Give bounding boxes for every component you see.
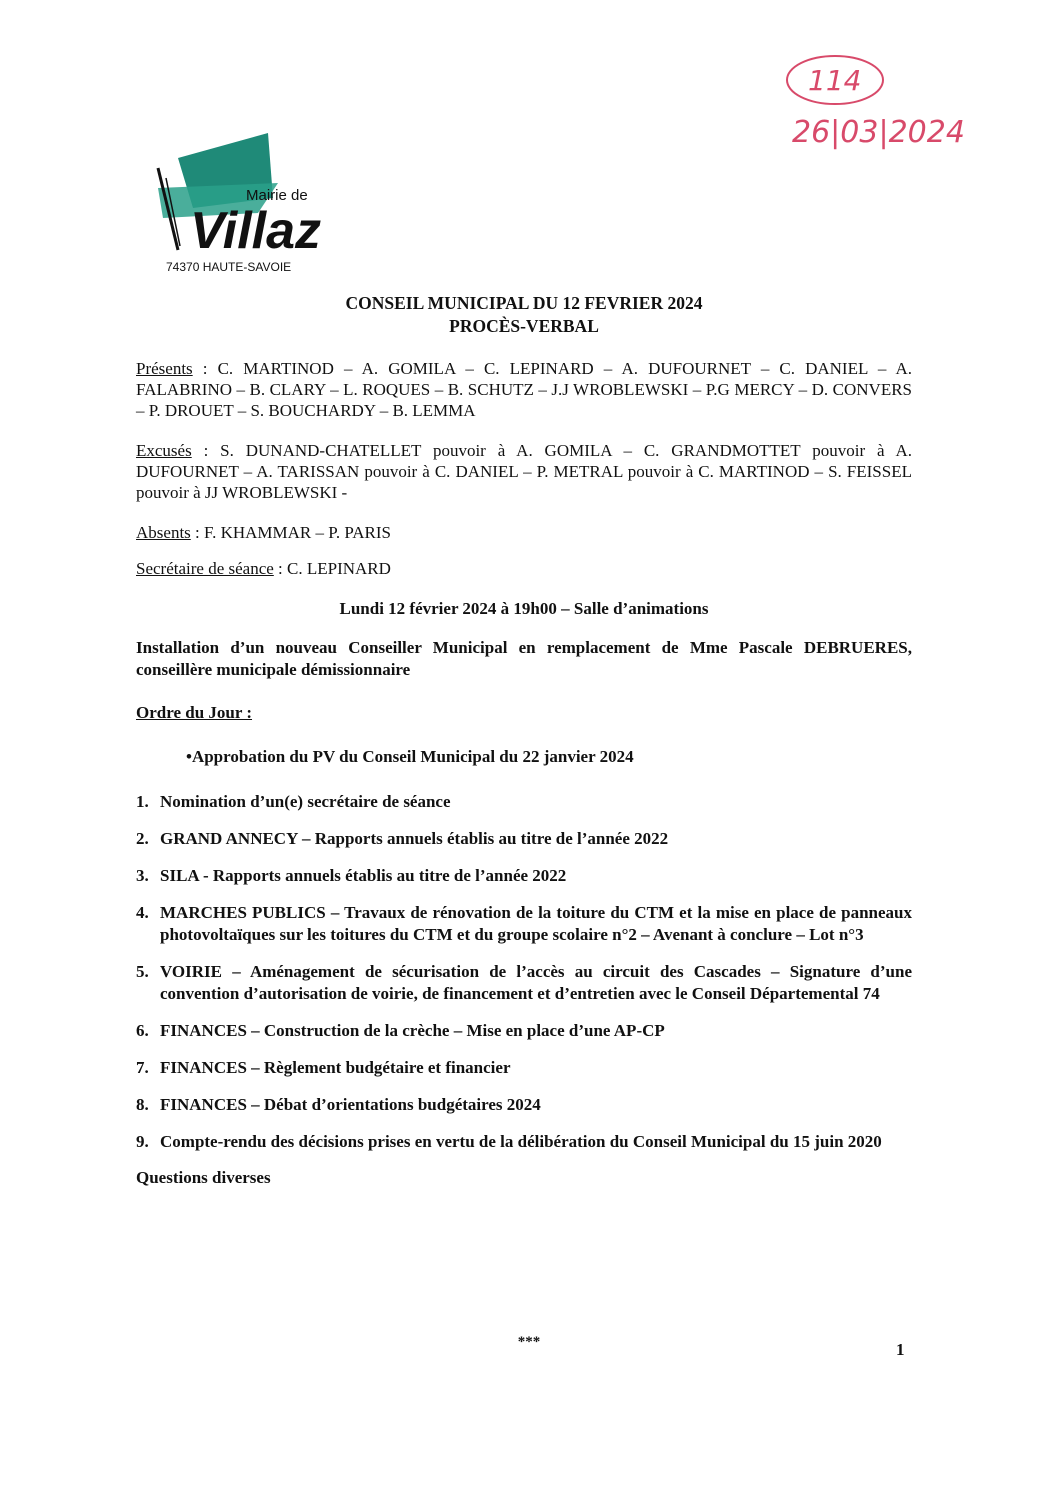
svg-text:74370 HAUTE-SAVOIE: 74370 HAUTE-SAVOIE (166, 260, 292, 274)
agenda-item (136, 1020, 912, 1042)
agenda-heading: Ordre du Jour : (136, 703, 253, 722)
presents-paragraph (136, 358, 912, 421)
session-line: Lundi 12 février 2024 à 19h00 – Salle d’animations (339, 599, 709, 618)
agenda-item (136, 902, 912, 946)
questions-diverses: Questions diverses (136, 1168, 271, 1187)
secretaire-text: : C. LEPINARD (273, 559, 391, 578)
agenda-bullet-text: Approbation du PV du Conseil Municipal du 22 janvier 2024 (191, 747, 634, 766)
excuses-paragraph (136, 440, 912, 503)
absents-paragraph (136, 522, 912, 543)
agenda-item-text: Compte-rendu des décisions prises en vertu de la délibération du Conseil Municipal du 15 juin 2020 (160, 1132, 882, 1151)
installation-paragraph: Installation d’un nouveau Conseiller Municipal en remplacement de Mme Pascale DEBRUERES, conseillère municipale démissionnaire (136, 638, 912, 679)
villaz-logo (138, 128, 338, 278)
agenda-item-text: MARCHES PUBLICS – Travaux de rénovation de la toiture du CTM et la mise en place de panneaux photovoltaïques sur les toitures du CTM et du groupe scolaire n°2 – Avenant à conclure – Lot n°3 (160, 903, 912, 944)
svg-text:Mairie de: Mairie de (246, 187, 308, 204)
excuses-text: : S. DUNAND-CHATELLET pouvoir à A. GOMILA – C. GRANDMOTTET pouvoir à A. DUFOURNET – A. TARISSAN pouvoir à C. DANIEL – P. METRAL pouvoir à C. MARTINOD – S. FEISSEL pouvoir à JJ WROBLEWSKI - (136, 441, 912, 502)
agenda-item-number: 3. (136, 866, 149, 885)
document-title (136, 292, 912, 338)
absents-text: : F. KHAMMAR – P. PARIS (190, 523, 391, 542)
agenda-item-text: VOIRIE – Aménagement de sécurisation de l’accès au circuit des Cascades – Signature d’une convention d’autorisation de voirie, de financement et d’entretien avec le Conseil Départemental 74 (160, 962, 912, 1003)
agenda-item (136, 1057, 912, 1079)
agenda-item-number: 1. (136, 792, 149, 811)
agenda-item (136, 865, 912, 887)
separator: *** (517, 1334, 541, 1350)
agenda-item-number: 8. (136, 1095, 149, 1114)
absents-label: Absents (136, 523, 191, 542)
agenda-item-text: GRAND ANNECY – Rapports annuels établis au titre de l’année 2022 (160, 829, 669, 848)
title-line-2: PROCÈS-VERBAL (449, 316, 599, 336)
agenda-bullet-item: •Approbation du PV du Conseil Municipal du 22 janvier 2024 (186, 747, 634, 766)
svg-text:26|03|2024: 26|03|2024 (792, 115, 965, 150)
agenda-item-number: 9. (136, 1132, 149, 1151)
agenda-item-text: FINANCES – Règlement budgétaire et financier (160, 1058, 511, 1077)
agenda-item (136, 1094, 912, 1116)
agenda-item-text: FINANCES – Débat d’orientations budgétaires 2024 (160, 1095, 541, 1114)
svg-text:114: 114 (808, 64, 862, 97)
presents-label: Présents (136, 359, 193, 378)
svg-text:Villaz: Villaz (190, 202, 322, 260)
agenda-item-number: 5. (136, 962, 149, 981)
agenda-item-number: 2. (136, 829, 149, 848)
agenda-item-number: 6. (136, 1021, 149, 1040)
agenda-item (136, 828, 912, 850)
agenda-item-text: SILA - Rapports annuels établis au titre de l’année 2022 (160, 866, 567, 885)
page-number: 1 (896, 1340, 905, 1359)
secretaire-label: Secrétaire de séance (136, 559, 274, 578)
agenda-item-number: 7. (136, 1058, 149, 1077)
secretaire-paragraph (136, 558, 912, 579)
excuses-label: Excusés (136, 441, 192, 460)
agenda-item (136, 1131, 912, 1153)
title-line-1: CONSEIL MUNICIPAL DU 12 FEVRIER 2024 (345, 293, 703, 313)
agenda-item-text: Nomination d’un(e) secrétaire de séance (160, 792, 451, 811)
agenda-item-text: FINANCES – Construction de la crèche – Mise en place d’une AP-CP (160, 1021, 665, 1040)
document-body (136, 292, 912, 1188)
agenda-item-number: 4. (136, 903, 149, 922)
handwritten-stamp (770, 50, 980, 160)
presents-text: : C. MARTINOD – A. GOMILA – C. LEPINARD – A. DUFOURNET – C. DANIEL – A. FALABRINO – B. CLARY – L. ROQUES – B. SCHUTZ – J.J WROBLEWSKI – P.G MERCY – D. CONVERS – P. DROUET – S. BOUCHARDY – B. LEMMA (136, 359, 912, 420)
agenda-item (136, 961, 912, 1005)
agenda-list (136, 791, 912, 1153)
agenda-item (136, 791, 912, 813)
